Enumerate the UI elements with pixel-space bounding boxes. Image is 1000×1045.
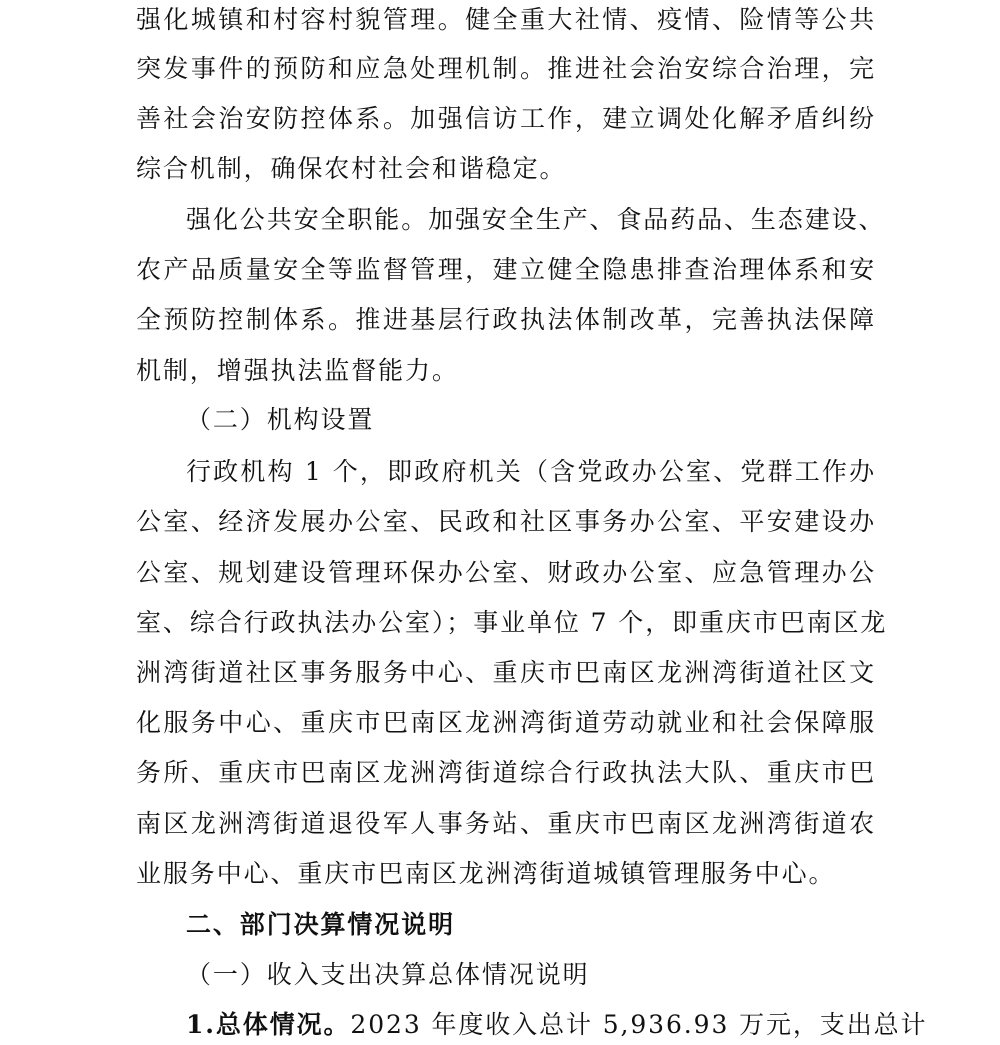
paragraph-line: 公室、规划建设管理环保办公室、财政办公室、应急管理办公 <box>136 558 876 587</box>
part-heading: 二、部门决算情况说明 <box>186 910 456 939</box>
paragraph-line: 公室、经济发展办公室、民政和社区事务办公室、平安建设办 <box>136 507 876 536</box>
paragraph-line: 强化城镇和村容村貌管理。健全重大社情、疫情、险情等公共 <box>136 5 876 34</box>
paragraph-line: 南区龙洲湾街道退役军人事务站、重庆市巴南区龙洲湾街道农 <box>136 809 876 838</box>
paragraph-line: 行政机构 1 个，即政府机关（含党政办公室、党群工作办 <box>186 457 876 486</box>
paragraph-line: 突发事件的预防和应急处理机制。推进社会治安综合治理，完 <box>136 54 876 83</box>
paragraph-line: 农产品质量安全等监督管理，建立健全隐患排查治理体系和安 <box>136 255 876 284</box>
paragraph-line: 洲湾街道社区事务服务中心、重庆市巴南区龙洲湾街道社区文 <box>136 658 876 687</box>
paragraph-line: 室、综合行政执法办公室）；事业单位 7 个，即重庆市巴南区龙 <box>136 608 888 637</box>
section-heading: （一）收入支出决算总体情况说明 <box>186 960 590 989</box>
paragraph-line: 业服务中心、重庆市巴南区龙洲湾街道城镇管理服务中心。 <box>136 859 836 888</box>
paragraph-line <box>186 1005 928 1045</box>
paragraph-text: 2023 年度收入总计 5,936.93 万元，支出总计 <box>350 1010 928 1039</box>
paragraph-line: 全预防控制体系。推进基层行政执法体制改革，完善执法保障 <box>136 305 876 334</box>
paragraph-line: 机制，增强执法监督能力。 <box>136 356 459 385</box>
paragraph-line: 化服务中心、重庆市巴南区龙洲湾街道劳动就业和社会保障服 <box>136 708 876 737</box>
paragraph-line: 务所、重庆市巴南区龙洲湾街道综合行政执法大队、重庆市巴 <box>136 758 876 787</box>
paragraph-line: 强化公共安全职能。加强安全生产、食品药品、生态建设、 <box>186 205 886 234</box>
paragraph-line: 综合机制，确保农村社会和谐稳定。 <box>136 154 567 183</box>
paragraph-line: 善社会治安防控体系。加强信访工作，建立调处化解矛盾纠纷 <box>136 104 876 133</box>
paragraph-lead: 1.总体情况。 <box>186 1010 351 1039</box>
section-heading: （二）机构设置 <box>186 405 375 434</box>
